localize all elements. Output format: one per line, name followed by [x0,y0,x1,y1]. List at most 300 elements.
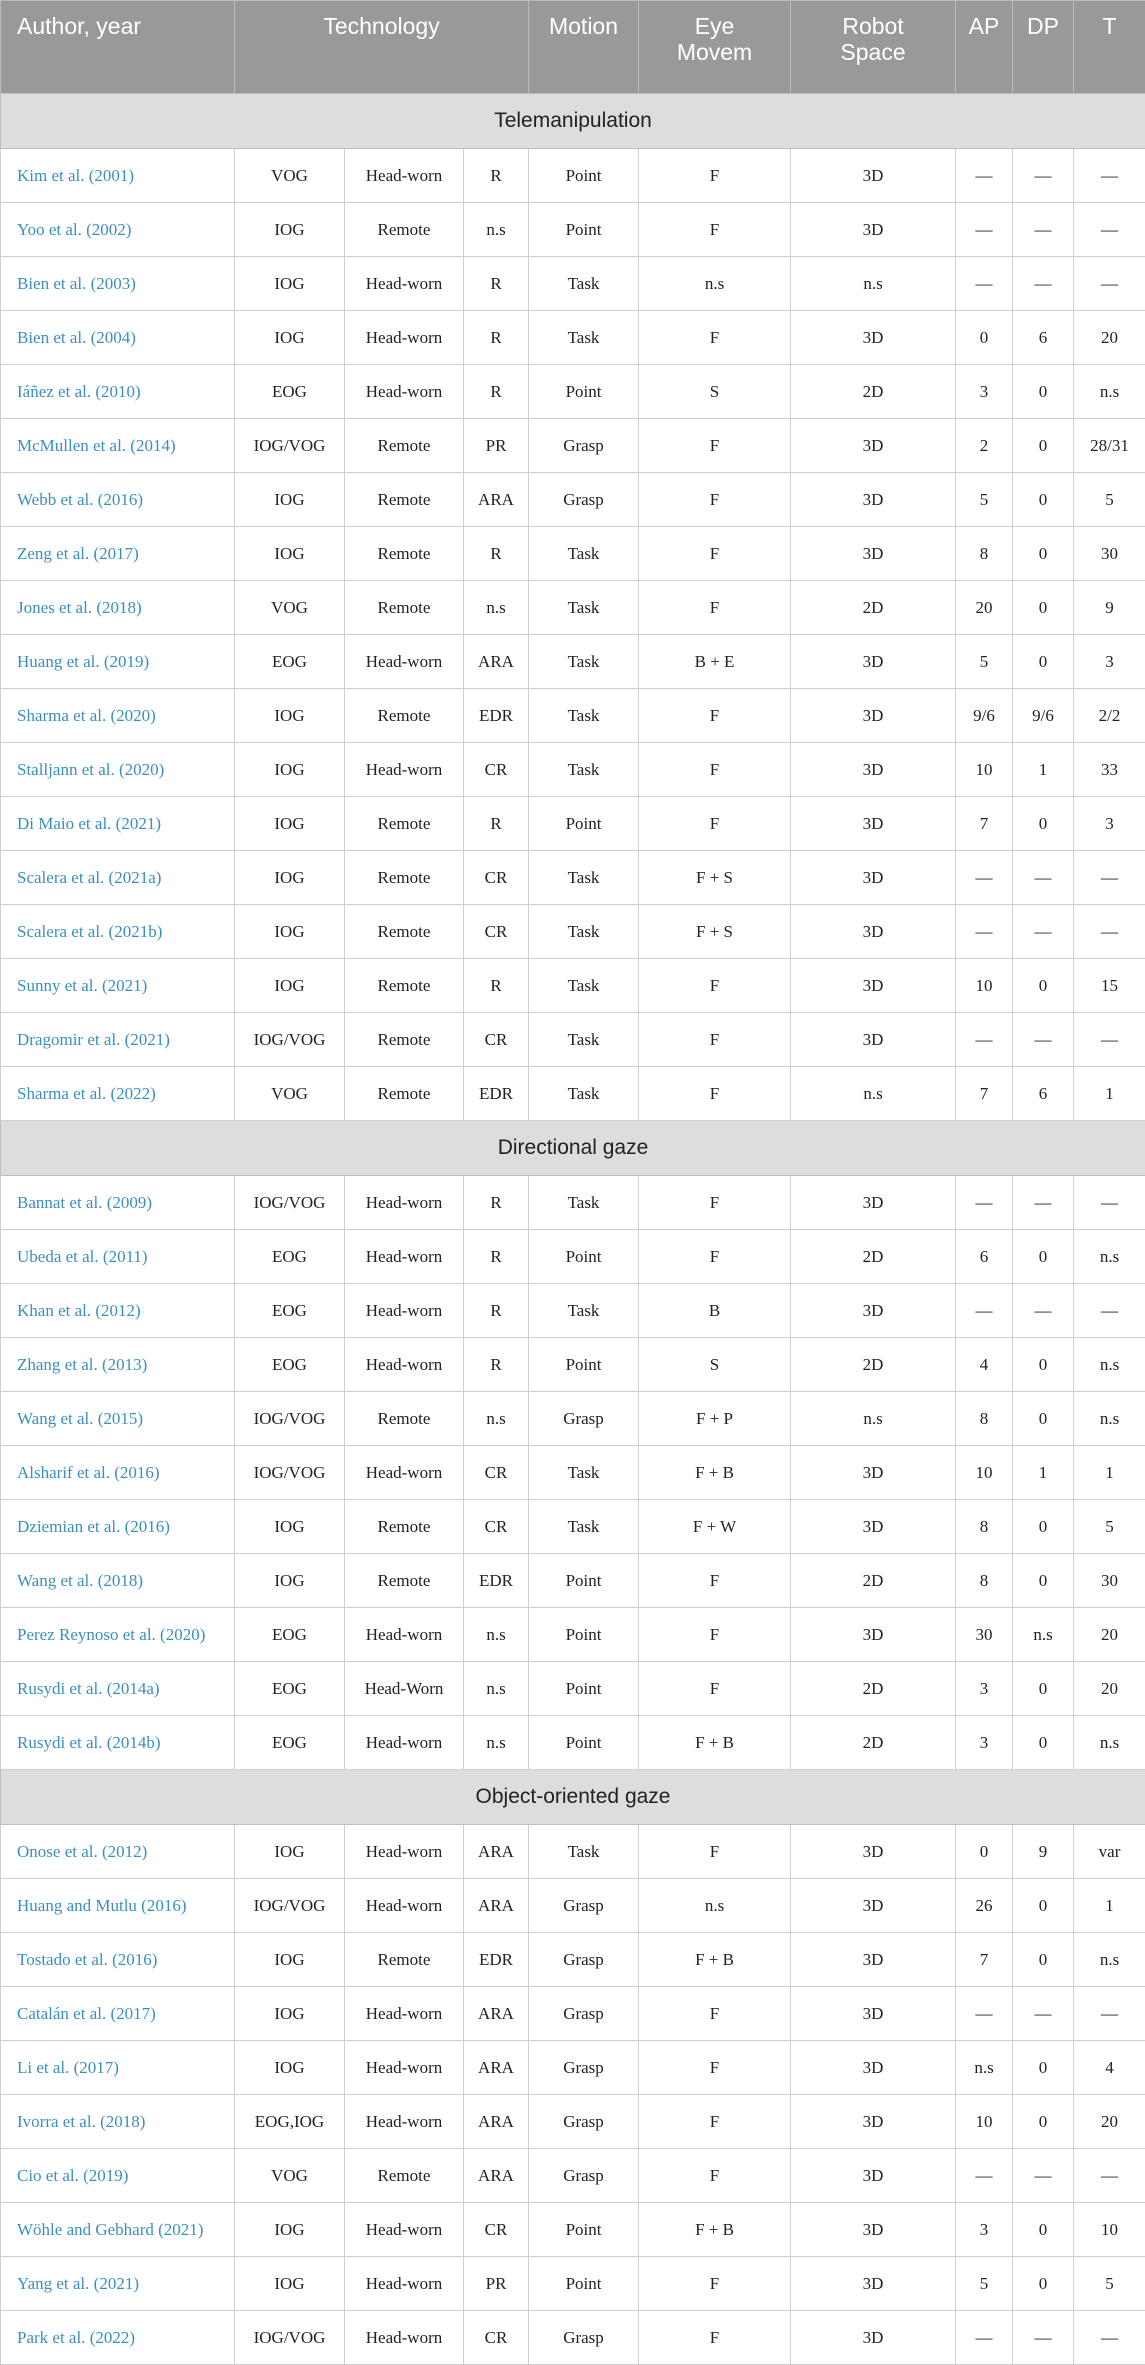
cell-eye-movement: F [639,1825,791,1879]
cell-dp: 0 [1013,365,1074,419]
cell-motion: Point [529,365,639,419]
cell-dp: 0 [1013,2041,1074,2095]
cell-eye-movement: F [639,2149,791,2203]
author-link[interactable]: Perez Reynoso et al. (2020) [17,1625,205,1644]
cell-eye-movement: F [639,1013,791,1067]
cell-robot-space: n.s [791,1067,956,1121]
cell-motion: Task [529,527,639,581]
author-link[interactable]: Khan et al. (2012) [17,1301,141,1320]
cell-dp: — [1013,1284,1074,1338]
cell-ap: 8 [956,1392,1013,1446]
cell-author [1,1230,235,1284]
table-header [1,1,1145,94]
cell-author [1,1500,235,1554]
col-header-author: Author, year [1,1,235,94]
author-link[interactable]: Wang et al. (2015) [17,1409,143,1428]
cell-dp: — [1013,1987,1074,2041]
cell-technology: EOG [235,365,345,419]
author-link[interactable]: Catalán et al. (2017) [17,2004,156,2023]
cell-technology: IOG [235,689,345,743]
cell-author [1,581,235,635]
cell-technology: VOG [235,2149,345,2203]
cell-placement: Head-worn [345,1338,464,1392]
table-row [1,851,1145,905]
cell-technology: IOG [235,1987,345,2041]
cell-eye-movement: F [639,1176,791,1230]
cell-motion: Task [529,1446,639,1500]
cell-placement: Head-worn [345,2203,464,2257]
cell-technology: IOG [235,1933,345,1987]
cell-eye-movement: F + S [639,851,791,905]
col-header-eye-movement [639,1,791,94]
cell-calibration: R [464,1284,529,1338]
col-header-dp: DP [1013,1,1074,94]
cell-calibration: n.s [464,581,529,635]
cell-author [1,1338,235,1392]
cell-ap: 9/6 [956,689,1013,743]
cell-dp: 0 [1013,581,1074,635]
author-link[interactable]: Sunny et al. (2021) [17,976,147,995]
section-title: Telemanipulation [1,94,1145,149]
cell-dp: 9 [1013,1825,1074,1879]
cell-calibration: R [464,1230,529,1284]
author-link[interactable]: Dragomir et al. (2021) [17,1030,170,1049]
cell-t: — [1074,2311,1145,2365]
cell-motion: Point [529,149,639,203]
cell-placement: Head-worn [345,365,464,419]
cell-motion: Task [529,959,639,1013]
cell-motion: Point [529,797,639,851]
cell-motion: Point [529,1662,639,1716]
table-row [1,1662,1145,1716]
cell-calibration: EDR [464,689,529,743]
cell-eye-movement: F [639,149,791,203]
cell-technology: VOG [235,1067,345,1121]
cell-calibration: ARA [464,1825,529,1879]
cell-author [1,689,235,743]
cell-t: n.s [1074,1716,1145,1770]
author-link[interactable]: Iáñez et al. (2010) [17,382,141,401]
author-link[interactable]: Dziemian et al. (2016) [17,1517,170,1536]
cell-placement: Head-worn [345,2095,464,2149]
table-body [1,94,1145,2365]
author-link[interactable]: Scalera et al. (2021b) [17,922,162,941]
cell-ap: 3 [956,365,1013,419]
cell-t: 9 [1074,581,1145,635]
cell-dp: — [1013,2311,1074,2365]
cell-calibration: CR [464,2203,529,2257]
table-row [1,2149,1145,2203]
cell-robot-space: 3D [791,311,956,365]
cell-placement: Remote [345,473,464,527]
cell-motion: Task [529,689,639,743]
cell-dp: 0 [1013,635,1074,689]
cell-t: n.s [1074,1392,1145,1446]
cell-robot-space: 2D [791,1230,956,1284]
cell-motion: Point [529,2203,639,2257]
cell-technology: IOG/VOG [235,2311,345,2365]
cell-motion: Grasp [529,1987,639,2041]
cell-robot-space: 3D [791,149,956,203]
cell-author [1,1067,235,1121]
cell-motion: Grasp [529,1933,639,1987]
table-row [1,2257,1145,2311]
cell-eye-movement: S [639,365,791,419]
cell-technology: IOG [235,1500,345,1554]
cell-placement: Remote [345,581,464,635]
cell-dp: 0 [1013,1230,1074,1284]
cell-eye-movement: F [639,2311,791,2365]
cell-robot-space: 3D [791,1013,956,1067]
table-row [1,635,1145,689]
author-link[interactable]: Zhang et al. (2013) [17,1355,147,1374]
cell-author [1,1554,235,1608]
cell-calibration: n.s [464,1392,529,1446]
cell-ap: 2 [956,419,1013,473]
cell-author [1,959,235,1013]
cell-ap: — [956,2149,1013,2203]
cell-technology: EOG [235,1230,345,1284]
cell-technology: EOG [235,635,345,689]
cell-calibration: n.s [464,203,529,257]
cell-calibration: R [464,257,529,311]
cell-t: 1 [1074,1446,1145,1500]
cell-motion: Task [529,1067,639,1121]
cell-author [1,1933,235,1987]
cell-t: 3 [1074,797,1145,851]
cell-robot-space: n.s [791,1392,956,1446]
section-title: Directional gaze [1,1121,1145,1176]
cell-ap: 30 [956,1608,1013,1662]
cell-dp: — [1013,257,1074,311]
cell-robot-space: 3D [791,527,956,581]
table-row [1,365,1145,419]
cell-ap: 5 [956,473,1013,527]
cell-ap: — [956,203,1013,257]
author-link[interactable]: Yoo et al. (2002) [17,220,131,239]
cell-author [1,905,235,959]
cell-robot-space: 3D [791,1987,956,2041]
cell-eye-movement: F [639,1662,791,1716]
col-header-robot-space [791,1,956,94]
cell-t: 30 [1074,527,1145,581]
cell-author [1,1825,235,1879]
author-link[interactable]: Huang et al. (2019) [17,652,149,671]
cell-t: — [1074,149,1145,203]
cell-technology: EOG [235,1608,345,1662]
cell-eye-movement: F [639,581,791,635]
cell-ap: — [956,2311,1013,2365]
cell-dp: — [1013,203,1074,257]
cell-ap: 8 [956,527,1013,581]
cell-t: — [1074,257,1145,311]
cell-ap: 0 [956,1825,1013,1879]
table-row [1,2041,1145,2095]
author-link[interactable]: Scalera et al. (2021a) [17,868,161,887]
cell-calibration: PR [464,2257,529,2311]
cell-motion: Grasp [529,2311,639,2365]
cell-technology: EOG [235,1284,345,1338]
cell-placement: Head-worn [345,1987,464,2041]
cell-motion: Task [529,311,639,365]
author-link[interactable]: Wang et al. (2018) [17,1571,143,1590]
author-link[interactable]: Webb et al. (2016) [17,490,143,509]
cell-ap: 0 [956,311,1013,365]
cell-t: 20 [1074,311,1145,365]
cell-robot-space: 3D [791,1933,956,1987]
cell-t: — [1074,1013,1145,1067]
cell-eye-movement: F [639,311,791,365]
cell-calibration: R [464,1176,529,1230]
cell-robot-space: 3D [791,635,956,689]
author-link[interactable]: Alsharif et al. (2016) [17,1463,160,1482]
cell-t: — [1074,1176,1145,1230]
cell-author [1,1987,235,2041]
cell-robot-space: n.s [791,257,956,311]
cell-author [1,1392,235,1446]
cell-dp: — [1013,905,1074,959]
cell-eye-movement: F [639,1067,791,1121]
cell-t: 2/2 [1074,689,1145,743]
cell-eye-movement: F [639,1987,791,2041]
cell-technology: IOG/VOG [235,1392,345,1446]
section-row [1,1770,1145,1825]
cell-t: — [1074,905,1145,959]
cell-dp: — [1013,851,1074,905]
cell-motion: Grasp [529,473,639,527]
author-link[interactable]: Yang et al. (2021) [17,2274,139,2293]
cell-robot-space: 2D [791,365,956,419]
cell-ap: — [956,1987,1013,2041]
cell-t: 28/31 [1074,419,1145,473]
cell-eye-movement: B [639,1284,791,1338]
cell-technology: IOG/VOG [235,1446,345,1500]
cell-motion: Task [529,1013,639,1067]
cell-ap: — [956,149,1013,203]
cell-dp: 6 [1013,311,1074,365]
table-row [1,203,1145,257]
cell-ap: — [956,257,1013,311]
cell-dp: 0 [1013,1662,1074,1716]
cell-t: 5 [1074,473,1145,527]
cell-ap: 3 [956,2203,1013,2257]
cell-technology: EOG [235,1716,345,1770]
cell-eye-movement: F + B [639,1716,791,1770]
author-link[interactable]: Rusydi et al. (2014a) [17,1679,160,1698]
cell-ap: 5 [956,2257,1013,2311]
author-link[interactable]: Huang and Mutlu (2016) [17,1896,187,1915]
cell-t: 30 [1074,1554,1145,1608]
author-link[interactable]: Onose et al. (2012) [17,1842,147,1861]
author-link[interactable]: Wöhle and Gebhard (2021) [17,2220,203,2239]
cell-robot-space: 2D [791,1716,956,1770]
cell-dp: 0 [1013,473,1074,527]
cell-placement: Head-worn [345,2041,464,2095]
cell-technology: IOG [235,959,345,1013]
col-header-t: T [1074,1,1145,94]
cell-author [1,1013,235,1067]
table-row [1,1554,1145,1608]
cell-calibration: CR [464,2311,529,2365]
table-row [1,1608,1145,1662]
table-row [1,311,1145,365]
author-link[interactable]: Sharma et al. (2022) [17,1084,156,1103]
cell-dp: 0 [1013,1879,1074,1933]
cell-calibration: R [464,149,529,203]
section-row [1,94,1145,149]
cell-calibration: ARA [464,2095,529,2149]
cell-t: 5 [1074,2257,1145,2311]
author-link[interactable]: Tostado et al. (2016) [17,1950,157,1969]
author-link[interactable]: Rusydi et al. (2014b) [17,1733,161,1752]
cell-t: 20 [1074,2095,1145,2149]
cell-t: 20 [1074,1608,1145,1662]
cell-eye-movement: F + B [639,2203,791,2257]
cell-motion: Point [529,1716,639,1770]
col-header-motion: Motion [529,1,639,94]
cell-eye-movement: F [639,203,791,257]
cell-motion: Task [529,581,639,635]
cell-robot-space: 2D [791,581,956,635]
cell-placement: Head-worn [345,149,464,203]
cell-placement: Head-worn [345,1825,464,1879]
table-row [1,1230,1145,1284]
cell-calibration: n.s [464,1608,529,1662]
cell-calibration: ARA [464,2041,529,2095]
cell-dp: 6 [1013,1067,1074,1121]
cell-dp: — [1013,1013,1074,1067]
cell-robot-space: 3D [791,473,956,527]
cell-t: 20 [1074,1662,1145,1716]
cell-t: var [1074,1825,1145,1879]
cell-calibration: n.s [464,1662,529,1716]
author-link[interactable]: Bien et al. (2003) [17,274,136,293]
author-link[interactable]: Cio et al. (2019) [17,2166,128,2185]
cell-calibration: PR [464,419,529,473]
table-row [1,689,1145,743]
cell-placement: Remote [345,1500,464,1554]
cell-eye-movement: F + S [639,905,791,959]
table-row [1,959,1145,1013]
cell-eye-movement: F + B [639,1933,791,1987]
cell-placement: Head-Worn [345,1662,464,1716]
cell-calibration: ARA [464,1987,529,2041]
cell-robot-space: 2D [791,1662,956,1716]
cell-author [1,851,235,905]
cell-placement: Head-worn [345,2257,464,2311]
cell-ap: 6 [956,1230,1013,1284]
cell-dp: 0 [1013,1392,1074,1446]
cell-motion: Point [529,203,639,257]
cell-technology: IOG/VOG [235,1879,345,1933]
table-row [1,2311,1145,2365]
cell-calibration: R [464,311,529,365]
cell-author [1,1716,235,1770]
cell-ap: 20 [956,581,1013,635]
cell-technology: IOG [235,473,345,527]
cell-calibration: EDR [464,1554,529,1608]
author-link[interactable]: Bannat et al. (2009) [17,1193,152,1212]
cell-dp: 0 [1013,959,1074,1013]
cell-author [1,419,235,473]
cell-calibration: CR [464,1013,529,1067]
cell-technology: IOG/VOG [235,1176,345,1230]
cell-placement: Remote [345,689,464,743]
cell-author [1,635,235,689]
cell-t: — [1074,2149,1145,2203]
cell-robot-space: 3D [791,851,956,905]
author-link[interactable]: Ubeda et al. (2011) [17,1247,148,1266]
cell-calibration: CR [464,743,529,797]
author-link[interactable]: Jones et al. (2018) [17,598,142,617]
cell-ap: 10 [956,959,1013,1013]
cell-technology: IOG [235,743,345,797]
cell-ap: — [956,905,1013,959]
cell-calibration: CR [464,905,529,959]
author-link[interactable]: Park et al. (2022) [17,2328,135,2347]
cell-calibration: EDR [464,1067,529,1121]
cell-calibration: R [464,959,529,1013]
cell-author [1,2203,235,2257]
cell-ap: 8 [956,1554,1013,1608]
cell-robot-space: 3D [791,1446,956,1500]
cell-technology: IOG [235,311,345,365]
author-link[interactable]: Sharma et al. (2020) [17,706,156,725]
cell-t: n.s [1074,365,1145,419]
cell-ap: 10 [956,743,1013,797]
author-link[interactable]: Ivorra et al. (2018) [17,2112,145,2131]
author-link[interactable]: Bien et al. (2004) [17,328,136,347]
table-row [1,2203,1145,2257]
cell-robot-space: 3D [791,689,956,743]
author-link[interactable]: Kim et al. (2001) [17,166,134,185]
table-row [1,1879,1145,1933]
cell-calibration: R [464,527,529,581]
table-row [1,1013,1145,1067]
table-row [1,1067,1145,1121]
author-link[interactable]: Stalljann et al. (2020) [17,760,164,779]
cell-technology: IOG [235,203,345,257]
cell-eye-movement: F [639,2095,791,2149]
cell-motion: Task [529,851,639,905]
author-link[interactable]: Zeng et al. (2017) [17,544,139,563]
cell-dp: 0 [1013,527,1074,581]
table-row [1,1987,1145,2041]
cell-eye-movement: F + B [639,1446,791,1500]
cell-ap: 10 [956,1446,1013,1500]
cell-author [1,149,235,203]
table-row [1,473,1145,527]
cell-placement: Head-worn [345,1608,464,1662]
cell-motion: Task [529,1500,639,1554]
table-row [1,1933,1145,1987]
cell-motion: Point [529,1230,639,1284]
author-link[interactable]: Li et al. (2017) [17,2058,119,2077]
cell-author [1,797,235,851]
cell-placement: Remote [345,851,464,905]
cell-placement: Remote [345,527,464,581]
cell-t: 33 [1074,743,1145,797]
cell-author [1,1176,235,1230]
author-link[interactable]: McMullen et al. (2014) [17,436,176,455]
cell-calibration: ARA [464,2149,529,2203]
cell-eye-movement: F [639,1554,791,1608]
cell-author [1,257,235,311]
cell-dp: 1 [1013,743,1074,797]
cell-robot-space: 3D [791,743,956,797]
author-link[interactable]: Di Maio et al. (2021) [17,814,161,833]
cell-ap: 4 [956,1338,1013,1392]
